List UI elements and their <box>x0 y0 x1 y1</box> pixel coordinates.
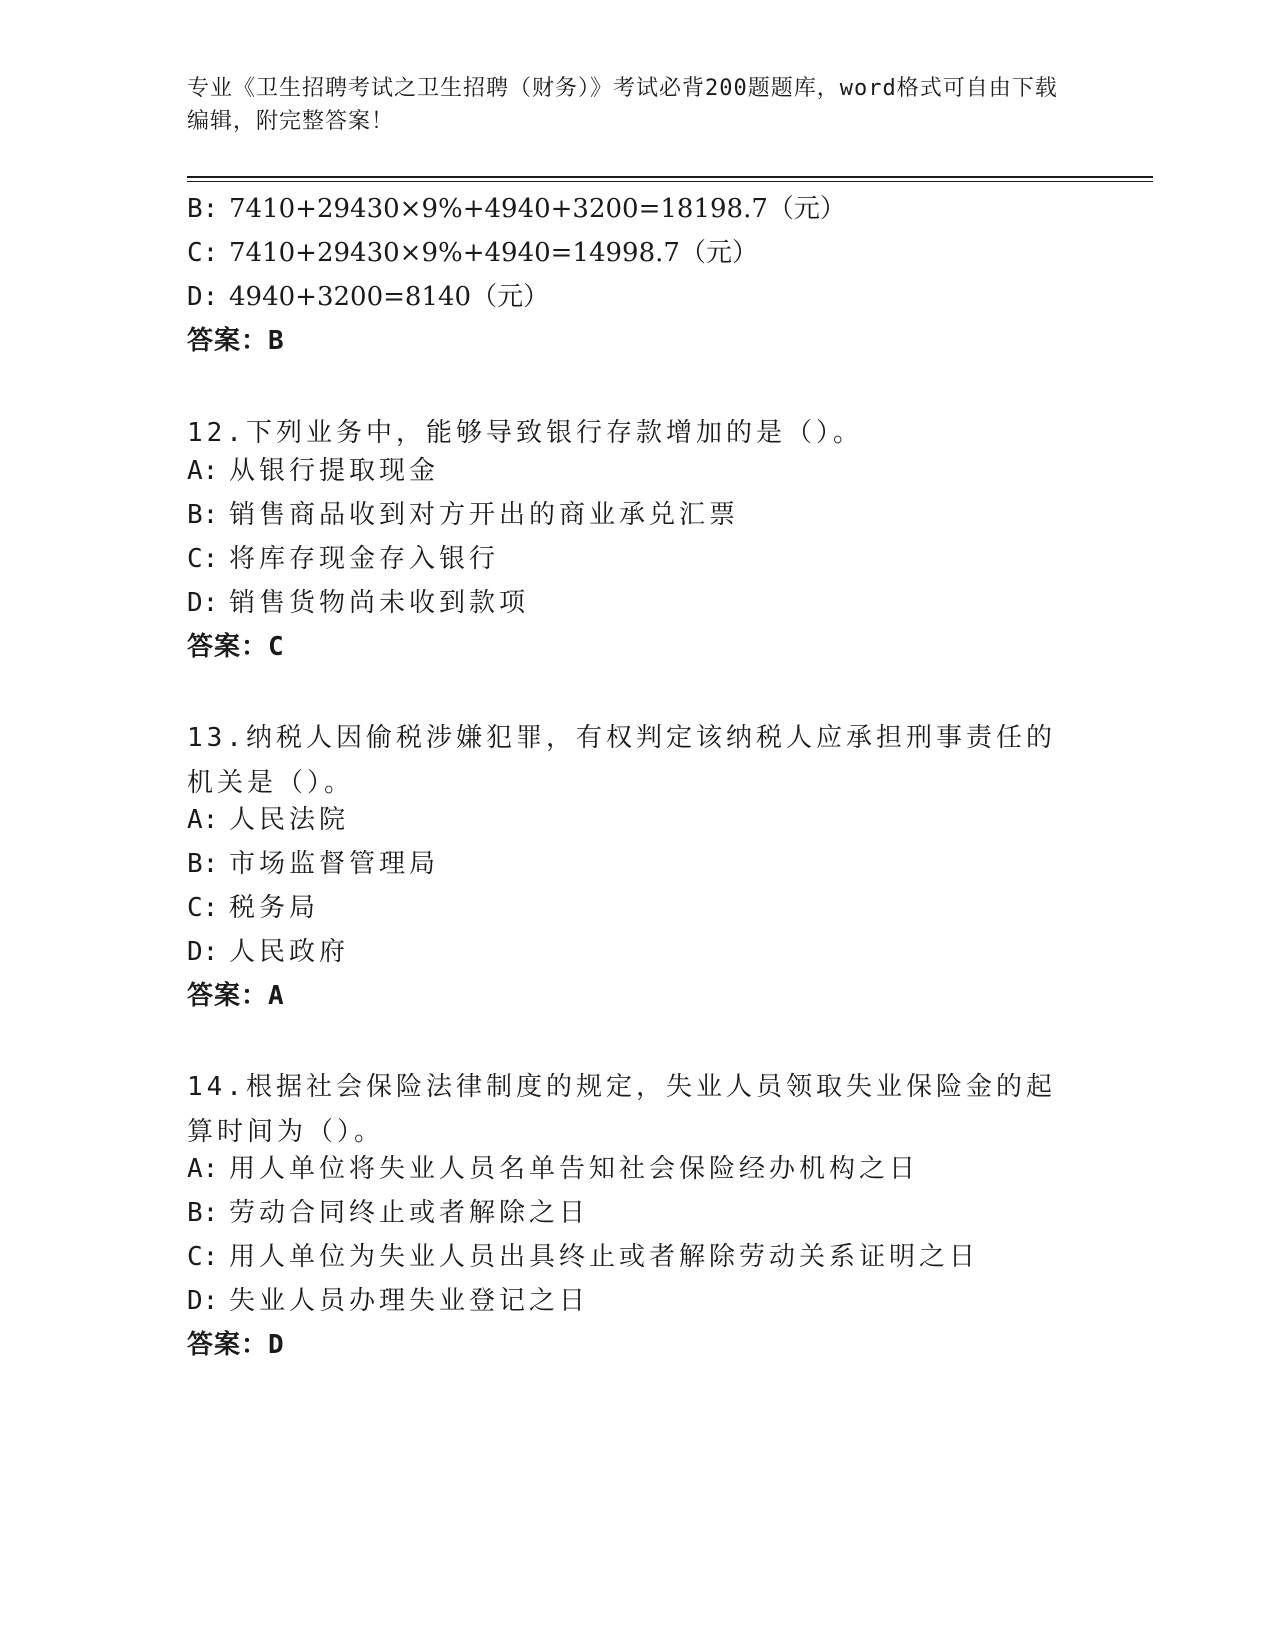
option-text: 市场监督管理局 <box>229 849 440 879</box>
q12-option-c <box>187 544 499 574</box>
option-label: A: <box>187 1154 219 1184</box>
q13-option-c <box>187 893 319 923</box>
q13-option-d <box>187 937 349 967</box>
option-text: 劳动合同终止或者解除之日 <box>229 1198 590 1228</box>
q14-option-c <box>187 1242 979 1272</box>
option-text: 从银行提取现金 <box>229 456 440 486</box>
option-label: D: <box>187 937 219 967</box>
q11-answer: 答案：B <box>187 326 285 356</box>
q14-answer: 答案：D <box>187 1330 285 1360</box>
option-text: 销售货物尚未收到款项 <box>229 588 530 618</box>
q12-option-d <box>187 588 529 618</box>
option-text: 7410+29430×9%+4940+3200=18198.7（元） <box>229 194 846 224</box>
q11-option-b <box>187 194 846 224</box>
option-label: D: <box>187 1286 219 1316</box>
option-label: C: <box>187 238 219 268</box>
option-label: B: <box>187 500 219 530</box>
option-label: C: <box>187 544 219 574</box>
q14-option-d <box>187 1286 589 1316</box>
q14-title: 14.根据社会保险法律制度的规定，失业人员领取失业保险金的起算时间为（）。 <box>187 1072 1056 1147</box>
header-divider-thin <box>187 181 1153 182</box>
q12-title: 12.下列业务中，能够导致银行存款增加的是（）。 <box>187 418 863 448</box>
option-label: B: <box>187 1198 219 1228</box>
option-text: 销售商品收到对方开出的商业承兑汇票 <box>229 500 740 530</box>
option-label: C: <box>187 893 219 923</box>
q13-answer: 答案：A <box>187 981 285 1011</box>
q13-title: 13.纳税人因偷税涉嫌犯罪，有权判定该纳税人应承担刑事责任的机关是（）。 <box>187 723 1056 798</box>
q12-answer: 答案：C <box>187 632 285 662</box>
option-label: C: <box>187 1242 219 1272</box>
option-text: 4940+3200=8140（元） <box>229 282 550 312</box>
option-label: B: <box>187 194 219 224</box>
q11-option-d <box>187 282 549 312</box>
q11-option-c <box>187 238 758 268</box>
option-label: D: <box>187 282 219 312</box>
option-text: 用人单位将失业人员名单告知社会保险经办机构之日 <box>229 1154 920 1184</box>
document-header: 专业《卫生招聘考试之卫生招聘（财务）》考试必背200题题库，word格式可自由下载编辑，附完整答案！ <box>187 76 1058 134</box>
option-text: 人民政府 <box>229 937 350 967</box>
option-text: 人民法院 <box>229 805 350 835</box>
option-label: A: <box>187 805 219 835</box>
q13-option-a <box>187 805 349 835</box>
header-divider <box>187 176 1153 178</box>
option-text: 用人单位为失业人员出具终止或者解除劳动关系证明之日 <box>229 1242 980 1272</box>
option-label: D: <box>187 588 219 618</box>
option-label: A: <box>187 456 219 486</box>
option-label: B: <box>187 849 219 879</box>
option-text: 将库存现金存入银行 <box>229 544 500 574</box>
q12-option-b <box>187 500 739 530</box>
q14-option-b <box>187 1198 589 1228</box>
q13-option-b <box>187 849 439 879</box>
q12-option-a <box>187 456 439 486</box>
option-text: 失业人员办理失业登记之日 <box>229 1286 590 1316</box>
q14-option-a <box>187 1154 919 1184</box>
option-text: 7410+29430×9%+4940=14998.7（元） <box>229 238 758 268</box>
option-text: 税务局 <box>229 893 320 923</box>
